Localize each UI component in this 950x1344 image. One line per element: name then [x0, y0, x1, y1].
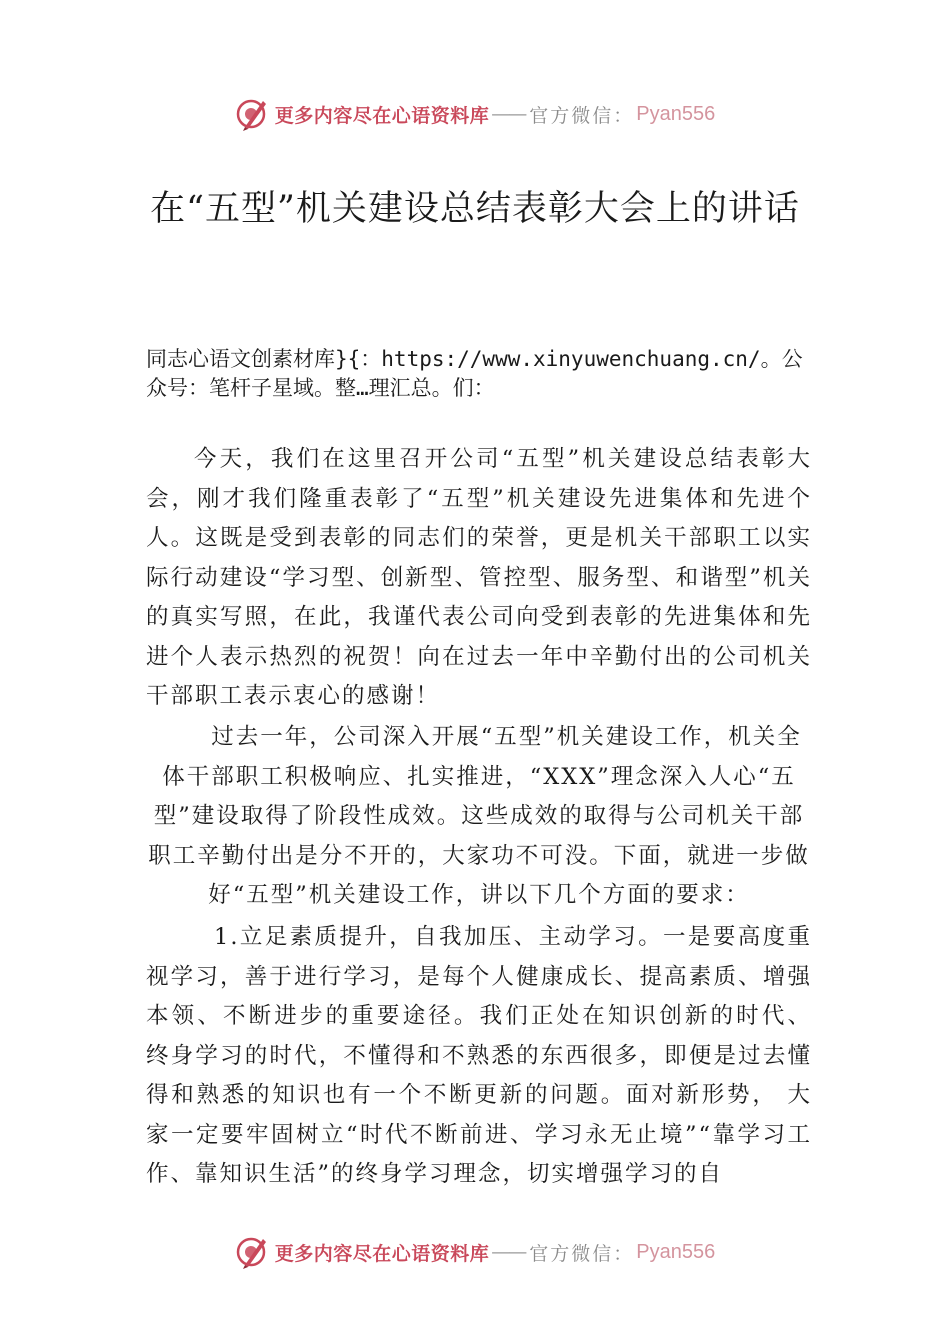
banner-brand-text: 更多内容尽在心语资料库: [274, 104, 490, 127]
pen-logo-icon: [235, 1235, 269, 1269]
banner-dash: ——: [491, 1241, 526, 1263]
body-paragraph-3: 1.立足素质提升，自我加压、主动学习。一是要高度重视学习，善于进行学习，是每个人健康成长、提高素质、增强本领、不断进步的重要途径。我们正处在知识创新的时代、 终身学习的时代，不懂得和不熟悉的东西很多，即便是过去懂得和熟悉的知识也有一个不断更新的问题。面对新形势， 大家一定要牢固树立“时代不断前进、学习永无止境”“靠学习工作、靠知识生活”的终身学习理念，切实增强学习的自: [146, 924, 812, 1187]
banner-wechat-handle: Pyan556: [636, 102, 716, 125]
header-banner: [0, 94, 950, 134]
banner-dash: ——: [491, 103, 526, 125]
document-title: 在“五型”机关建设总结表彰大会上的讲话: [150, 189, 800, 229]
banner-wechat-label: 官方微信：: [529, 104, 635, 127]
pen-logo-icon: [235, 97, 269, 131]
header-note: 同志心语文创素材库}{：https://www.xinyuwenchuang.cn/。公众号：笔杆子星域。整…理汇总。们：: [146, 347, 803, 400]
banner-brand-text: 更多内容尽在心语资料库: [274, 1242, 490, 1265]
banner-wechat-label: 官方微信：: [529, 1242, 635, 1265]
body-paragraph-2: 过去一年，公司深入开展“五型”机关建设工作，机关全体干部职工积极响应、扎实推进，“XXX”理念深入人心“五型”建设取得了阶段性成效。这些成效的取得与公司机关干部职工辛勤付出是分不开的，大家功不可没。下面，就进一步做好“五型”机关建设工作，讲以下几个方面的要求：: [148, 724, 810, 908]
banner-wechat-handle: Pyan556: [636, 1240, 716, 1263]
body-paragraph-1: 今天，我们在这里召开公司“五型”机关建设总结表彰大会，刚才我们隆重表彰了“五型”机关建设先进集体和先进个人。这既是受到表彰的同志们的荣誉，更是机关干部职工以实际行动建设“学习型、创新型、管控型、服务型、和谐型”机关的真实写照，在此，我谨代表公司向受到表彰的先进集体和先进个人表示热烈的祝贺！向在过去一年中辛勤付出的公司机关干部职工表示衷心的感谢！: [146, 446, 812, 709]
footer-banner: [0, 1232, 950, 1272]
